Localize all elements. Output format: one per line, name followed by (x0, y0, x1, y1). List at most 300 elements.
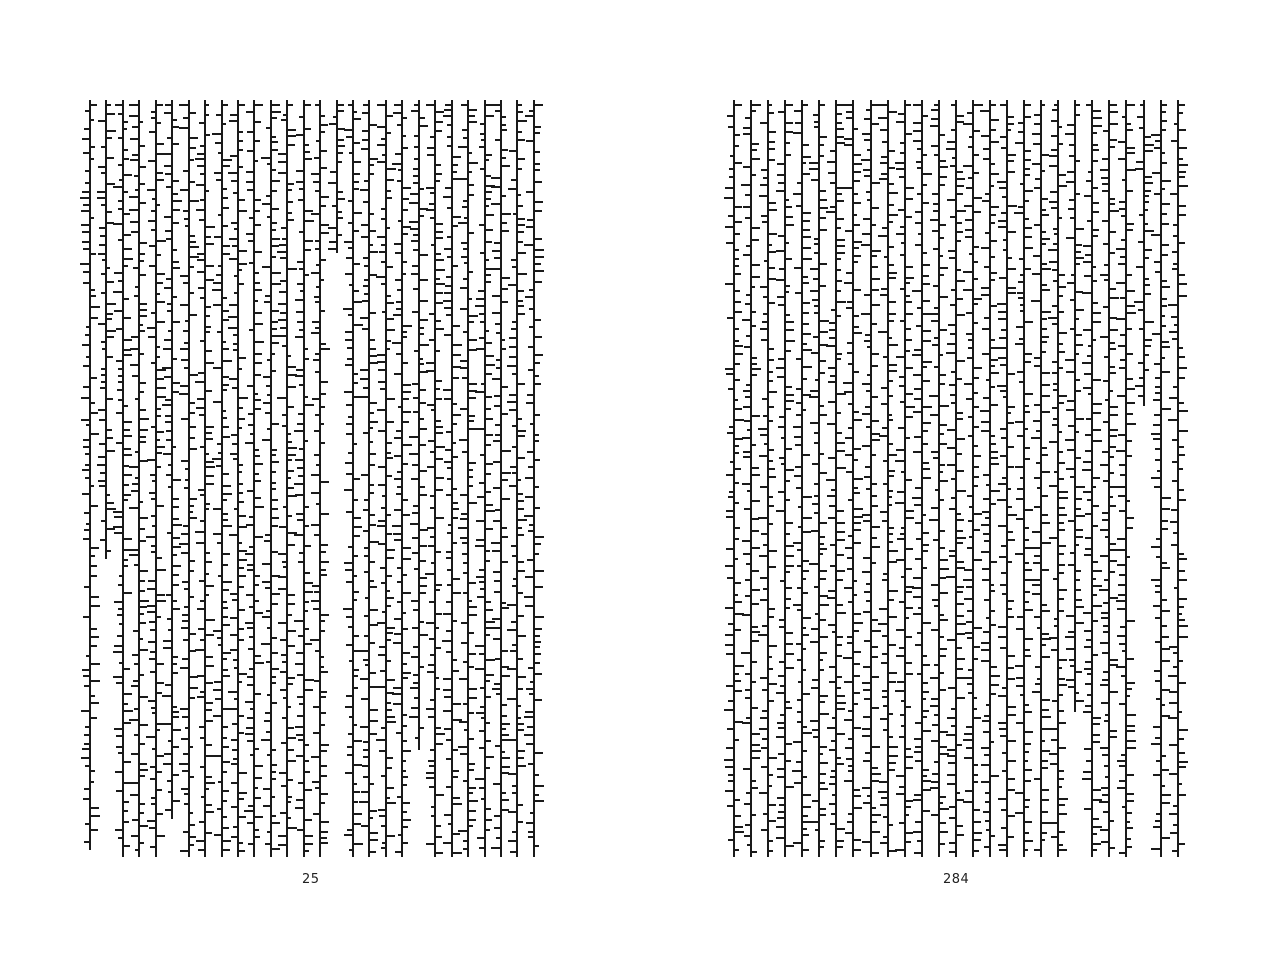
glyph-stroke (940, 134, 945, 136)
glyph-stroke (1059, 395, 1067, 397)
glyph-stroke (813, 278, 818, 280)
glyph-stroke (1179, 794, 1186, 796)
glyph-stroke (1042, 284, 1047, 286)
glyph-stroke (196, 840, 204, 842)
glyph-stroke (535, 774, 539, 776)
glyph-stroke (1102, 190, 1108, 192)
glyph-stroke (726, 242, 733, 244)
glyph-stroke (1171, 140, 1177, 142)
glyph-stroke (847, 342, 852, 344)
glyph-stroke (525, 296, 533, 298)
glyph-stroke (837, 128, 844, 130)
glyph-stroke (820, 536, 825, 538)
glyph-stroke (1059, 545, 1066, 547)
glyph-stroke (239, 140, 243, 142)
glyph-stroke (1076, 606, 1084, 608)
glyph-stroke (940, 655, 946, 657)
glyph-stroke (933, 457, 938, 459)
glyph-stroke (844, 144, 852, 146)
text-column (131, 100, 147, 865)
glyph-stroke (305, 348, 308, 350)
glyph-stroke (272, 136, 276, 138)
script-stem (221, 100, 223, 857)
glyph-stroke (1162, 802, 1170, 804)
glyph-stroke (86, 356, 89, 358)
glyph-stroke (786, 224, 794, 226)
glyph-stroke (881, 403, 887, 405)
glyph-stroke (165, 104, 171, 106)
glyph-stroke (1155, 820, 1160, 822)
glyph-stroke (492, 688, 500, 690)
glyph-stroke (940, 802, 943, 804)
glyph-stroke (872, 646, 878, 648)
glyph-stroke (820, 543, 824, 545)
text-column (1170, 100, 1186, 865)
glyph-stroke (486, 463, 493, 465)
glyph-stroke (132, 819, 138, 821)
glyph-stroke (135, 849, 138, 851)
glyph-stroke (964, 383, 972, 385)
glyph-stroke (173, 209, 180, 211)
glyph-stroke (255, 575, 260, 577)
glyph-stroke (786, 131, 793, 133)
glyph-stroke (157, 682, 164, 684)
glyph-stroke (255, 408, 261, 410)
glyph-stroke (100, 539, 105, 541)
glyph-stroke (947, 755, 955, 757)
glyph-stroke (311, 474, 319, 476)
glyph-stroke (486, 259, 489, 261)
glyph-stroke (462, 542, 467, 544)
glyph-stroke (735, 502, 739, 504)
glyph-stroke (743, 254, 750, 256)
glyph-stroke (91, 505, 98, 507)
glyph-stroke (761, 533, 767, 535)
glyph-stroke (854, 448, 861, 450)
glyph-stroke (370, 402, 377, 404)
glyph-stroke (872, 323, 877, 325)
glyph-stroke (255, 480, 261, 482)
glyph-stroke (297, 321, 303, 323)
glyph-stroke (1153, 726, 1160, 728)
glyph-stroke (974, 377, 979, 379)
glyph-stroke (1034, 187, 1040, 189)
glyph-stroke (786, 314, 790, 316)
glyph-stroke (1059, 478, 1064, 480)
glyph-stroke (889, 616, 897, 618)
glyph-stroke (403, 677, 408, 679)
glyph-stroke (91, 377, 97, 379)
glyph-stroke (278, 319, 286, 321)
glyph-stroke (1059, 553, 1064, 555)
glyph-stroke (1118, 594, 1125, 596)
glyph-stroke (1025, 509, 1033, 511)
glyph-stroke (1042, 198, 1048, 200)
glyph-stroke (173, 180, 179, 182)
glyph-stroke (1093, 149, 1099, 151)
glyph-stroke (360, 396, 368, 398)
glyph-stroke (1145, 249, 1152, 251)
glyph-stroke (1018, 131, 1023, 133)
glyph-stroke (837, 227, 841, 229)
glyph-stroke (762, 625, 767, 627)
glyph-stroke (1103, 602, 1108, 604)
glyph-stroke (459, 678, 467, 680)
glyph-stroke (149, 245, 155, 247)
glyph-stroke (140, 812, 144, 814)
glyph-stroke (1118, 141, 1125, 143)
glyph-stroke (906, 767, 913, 769)
glyph-stroke (82, 231, 89, 233)
glyph-stroke (863, 611, 870, 613)
glyph-stroke (347, 358, 352, 360)
glyph-stroke (338, 110, 344, 112)
glyph-stroke (1110, 406, 1118, 408)
glyph-stroke (213, 282, 221, 284)
glyph-stroke (305, 601, 309, 603)
glyph-stroke (769, 683, 777, 685)
glyph-stroke (200, 766, 204, 768)
glyph-stroke (199, 414, 204, 416)
glyph-stroke (347, 754, 352, 756)
glyph-stroke (321, 831, 328, 833)
glyph-stroke (726, 685, 733, 687)
glyph-stroke (950, 165, 955, 167)
glyph-stroke (949, 842, 955, 844)
glyph-stroke (297, 715, 303, 717)
glyph-stroke (518, 435, 525, 437)
glyph-stroke (361, 791, 368, 793)
glyph-stroke (140, 166, 146, 168)
glyph-stroke (107, 313, 113, 315)
glyph-stroke (481, 798, 484, 800)
glyph-stroke (1042, 231, 1046, 233)
text-column (743, 100, 759, 865)
glyph-stroke (1076, 379, 1080, 381)
glyph-stroke (280, 812, 286, 814)
glyph-stroke (507, 668, 516, 670)
glyph-stroke (1059, 722, 1066, 724)
glyph-stroke (263, 805, 270, 807)
glyph-stroke (381, 261, 385, 263)
glyph-stroke (445, 449, 451, 451)
glyph-stroke (1025, 247, 1033, 249)
glyph-stroke (343, 608, 352, 610)
glyph-stroke (1157, 470, 1160, 472)
glyph-stroke (81, 419, 89, 421)
glyph-stroke (354, 443, 357, 445)
glyph-stroke (1084, 668, 1091, 670)
glyph-stroke (124, 465, 129, 467)
glyph-stroke (346, 644, 352, 646)
glyph-stroke (1025, 527, 1029, 529)
glyph-stroke (346, 581, 352, 583)
glyph-stroke (305, 850, 309, 852)
glyph-stroke (862, 233, 870, 235)
glyph-stroke (436, 388, 440, 390)
glyph-stroke (735, 558, 738, 560)
glyph-stroke (124, 429, 130, 431)
glyph-stroke (1076, 599, 1082, 601)
glyph-stroke (255, 797, 261, 799)
glyph-stroke (495, 323, 500, 325)
glyph-stroke (114, 272, 122, 274)
glyph-stroke (475, 428, 484, 430)
glyph-stroke (181, 533, 188, 535)
glyph-stroke (882, 141, 887, 143)
glyph-stroke (163, 763, 171, 765)
glyph-stroke (107, 437, 113, 439)
glyph-stroke (345, 331, 352, 333)
glyph-stroke (198, 489, 204, 491)
glyph-stroke (889, 264, 894, 266)
glyph-stroke (436, 180, 440, 182)
glyph-stroke (1037, 627, 1040, 629)
glyph-stroke (1151, 848, 1160, 850)
glyph-stroke (167, 303, 171, 305)
glyph-stroke (296, 181, 303, 183)
glyph-stroke (247, 150, 253, 152)
glyph-stroke (164, 753, 171, 755)
glyph-stroke (387, 605, 391, 607)
glyph-stroke (135, 189, 138, 191)
glyph-stroke (848, 499, 852, 501)
glyph-stroke (1151, 546, 1160, 548)
glyph-stroke (518, 313, 525, 315)
glyph-stroke (382, 495, 385, 497)
glyph-stroke (813, 336, 818, 338)
glyph-stroke (929, 395, 938, 397)
glyph-stroke (1162, 104, 1167, 106)
glyph-stroke (974, 646, 980, 648)
glyph-stroke (743, 390, 750, 392)
glyph-stroke (820, 372, 825, 374)
glyph-stroke (247, 740, 253, 742)
glyph-stroke (913, 122, 921, 124)
glyph-stroke (245, 442, 253, 444)
glyph-stroke (157, 378, 164, 380)
glyph-stroke (769, 656, 772, 658)
glyph-stroke (812, 299, 818, 301)
glyph-stroke (215, 142, 221, 144)
glyph-stroke (1087, 694, 1091, 696)
glyph-stroke (420, 486, 425, 488)
glyph-stroke (427, 154, 434, 156)
glyph-stroke (1042, 604, 1047, 606)
glyph-stroke (338, 191, 343, 193)
glyph-stroke (511, 545, 516, 547)
glyph-stroke (906, 517, 914, 519)
glyph-stroke (82, 669, 89, 671)
glyph-stroke (148, 641, 155, 643)
glyph-stroke (1179, 454, 1185, 456)
glyph-stroke (362, 139, 368, 141)
glyph-stroke (844, 719, 852, 721)
glyph-stroke (321, 802, 325, 804)
glyph-stroke (413, 288, 418, 290)
glyph-stroke (900, 142, 904, 144)
glyph-stroke (1093, 202, 1099, 204)
glyph-stroke (364, 180, 368, 182)
glyph-stroke (444, 109, 451, 111)
glyph-stroke (173, 800, 180, 802)
glyph-stroke (845, 230, 852, 232)
glyph-stroke (1020, 310, 1023, 312)
glyph-stroke (889, 454, 897, 456)
glyph-stroke (1050, 763, 1057, 765)
glyph-stroke (535, 616, 544, 618)
glyph-stroke (526, 226, 533, 228)
glyph-stroke (1135, 168, 1143, 170)
glyph-stroke (735, 104, 742, 106)
glyph-stroke (752, 626, 758, 628)
glyph-stroke (998, 311, 1006, 313)
glyph-stroke (1110, 342, 1115, 344)
glyph-stroke (151, 797, 155, 799)
glyph-stroke (118, 200, 122, 202)
glyph-stroke (811, 687, 818, 689)
glyph-stroke (914, 436, 921, 438)
glyph-stroke (184, 487, 188, 489)
glyph-stroke (864, 698, 870, 700)
glyph-stroke (278, 576, 286, 578)
glyph-stroke (725, 607, 733, 609)
glyph-stroke (991, 435, 995, 437)
glyph-stroke (518, 241, 523, 243)
glyph-stroke (157, 172, 163, 174)
glyph-stroke (116, 360, 122, 362)
glyph-stroke (950, 216, 955, 218)
glyph-stroke (140, 353, 144, 355)
glyph-stroke (1031, 300, 1040, 302)
glyph-stroke (1083, 612, 1091, 614)
glyph-stroke (889, 183, 894, 185)
glyph-stroke (896, 449, 904, 451)
glyph-stroke (803, 815, 808, 817)
glyph-stroke (1054, 233, 1057, 235)
glyph-stroke (206, 804, 212, 806)
glyph-stroke (879, 781, 887, 783)
glyph-stroke (786, 607, 790, 609)
glyph-stroke (1093, 505, 1099, 507)
glyph-stroke (321, 630, 325, 632)
glyph-stroke (447, 584, 451, 586)
glyph-stroke (502, 157, 506, 159)
glyph-stroke (981, 247, 989, 249)
glyph-stroke (1042, 569, 1049, 571)
glyph-stroke (1083, 329, 1091, 331)
glyph-stroke (743, 456, 750, 458)
glyph-stroke (486, 696, 491, 698)
glyph-stroke (129, 196, 138, 198)
glyph-stroke (1162, 111, 1166, 113)
glyph-stroke (315, 327, 319, 329)
glyph-stroke (1102, 519, 1108, 521)
glyph-stroke (725, 226, 733, 228)
glyph-stroke (288, 433, 291, 435)
glyph-stroke (1076, 457, 1081, 459)
glyph-stroke (140, 842, 144, 844)
glyph-stroke (321, 574, 327, 576)
glyph-stroke (230, 155, 237, 157)
glyph-stroke (507, 401, 516, 403)
glyph-stroke (223, 310, 229, 312)
glyph-stroke (409, 716, 418, 718)
glyph-stroke (305, 789, 312, 791)
glyph-stroke (837, 708, 845, 710)
glyph-stroke (1025, 649, 1030, 651)
glyph-stroke (845, 547, 852, 549)
glyph-stroke (1076, 160, 1080, 162)
glyph-stroke (124, 559, 128, 561)
glyph-stroke (321, 131, 325, 133)
glyph-stroke (118, 584, 122, 586)
glyph-stroke (889, 527, 894, 529)
glyph-stroke (1065, 439, 1074, 441)
glyph-stroke (288, 441, 292, 443)
glyph-stroke (223, 607, 228, 609)
glyph-stroke (796, 205, 801, 207)
glyph-stroke (915, 487, 921, 489)
glyph-stroke (899, 601, 904, 603)
glyph-stroke (475, 645, 484, 647)
glyph-stroke (230, 593, 237, 595)
glyph-stroke (1035, 666, 1040, 668)
glyph-stroke (747, 429, 750, 431)
glyph-stroke (261, 157, 270, 159)
glyph-stroke (414, 158, 418, 160)
glyph-stroke (463, 848, 467, 850)
glyph-stroke (157, 408, 161, 410)
glyph-stroke (239, 418, 245, 420)
glyph-stroke (983, 397, 989, 399)
glyph-stroke (1076, 544, 1079, 546)
glyph-stroke (974, 832, 982, 834)
glyph-stroke (262, 439, 270, 441)
glyph-stroke (190, 147, 196, 149)
glyph-stroke (518, 757, 524, 759)
glyph-stroke (380, 567, 385, 569)
glyph-stroke (1162, 315, 1165, 317)
glyph-stroke (986, 617, 989, 619)
glyph-stroke (930, 125, 938, 127)
glyph-stroke (397, 601, 401, 603)
glyph-stroke (387, 757, 393, 759)
glyph-stroke (135, 398, 138, 400)
glyph-stroke (957, 453, 962, 455)
glyph-stroke (119, 179, 122, 181)
glyph-stroke (883, 460, 887, 462)
glyph-stroke (168, 464, 171, 466)
glyph-stroke (1070, 299, 1074, 301)
glyph-stroke (777, 376, 784, 378)
glyph-stroke (281, 785, 286, 787)
glyph-stroke (983, 158, 989, 160)
glyph-stroke (215, 698, 221, 700)
glyph-stroke (761, 215, 767, 217)
glyph-stroke (377, 236, 385, 238)
glyph-stroke (420, 333, 424, 335)
glyph-stroke (511, 259, 516, 261)
glyph-stroke (1042, 514, 1048, 516)
glyph-stroke (165, 415, 171, 417)
text-column (999, 100, 1015, 865)
glyph-stroke (843, 382, 852, 384)
glyph-stroke (984, 540, 989, 542)
glyph-stroke (1034, 849, 1040, 851)
glyph-stroke (1001, 545, 1006, 547)
glyph-stroke (1076, 344, 1083, 346)
